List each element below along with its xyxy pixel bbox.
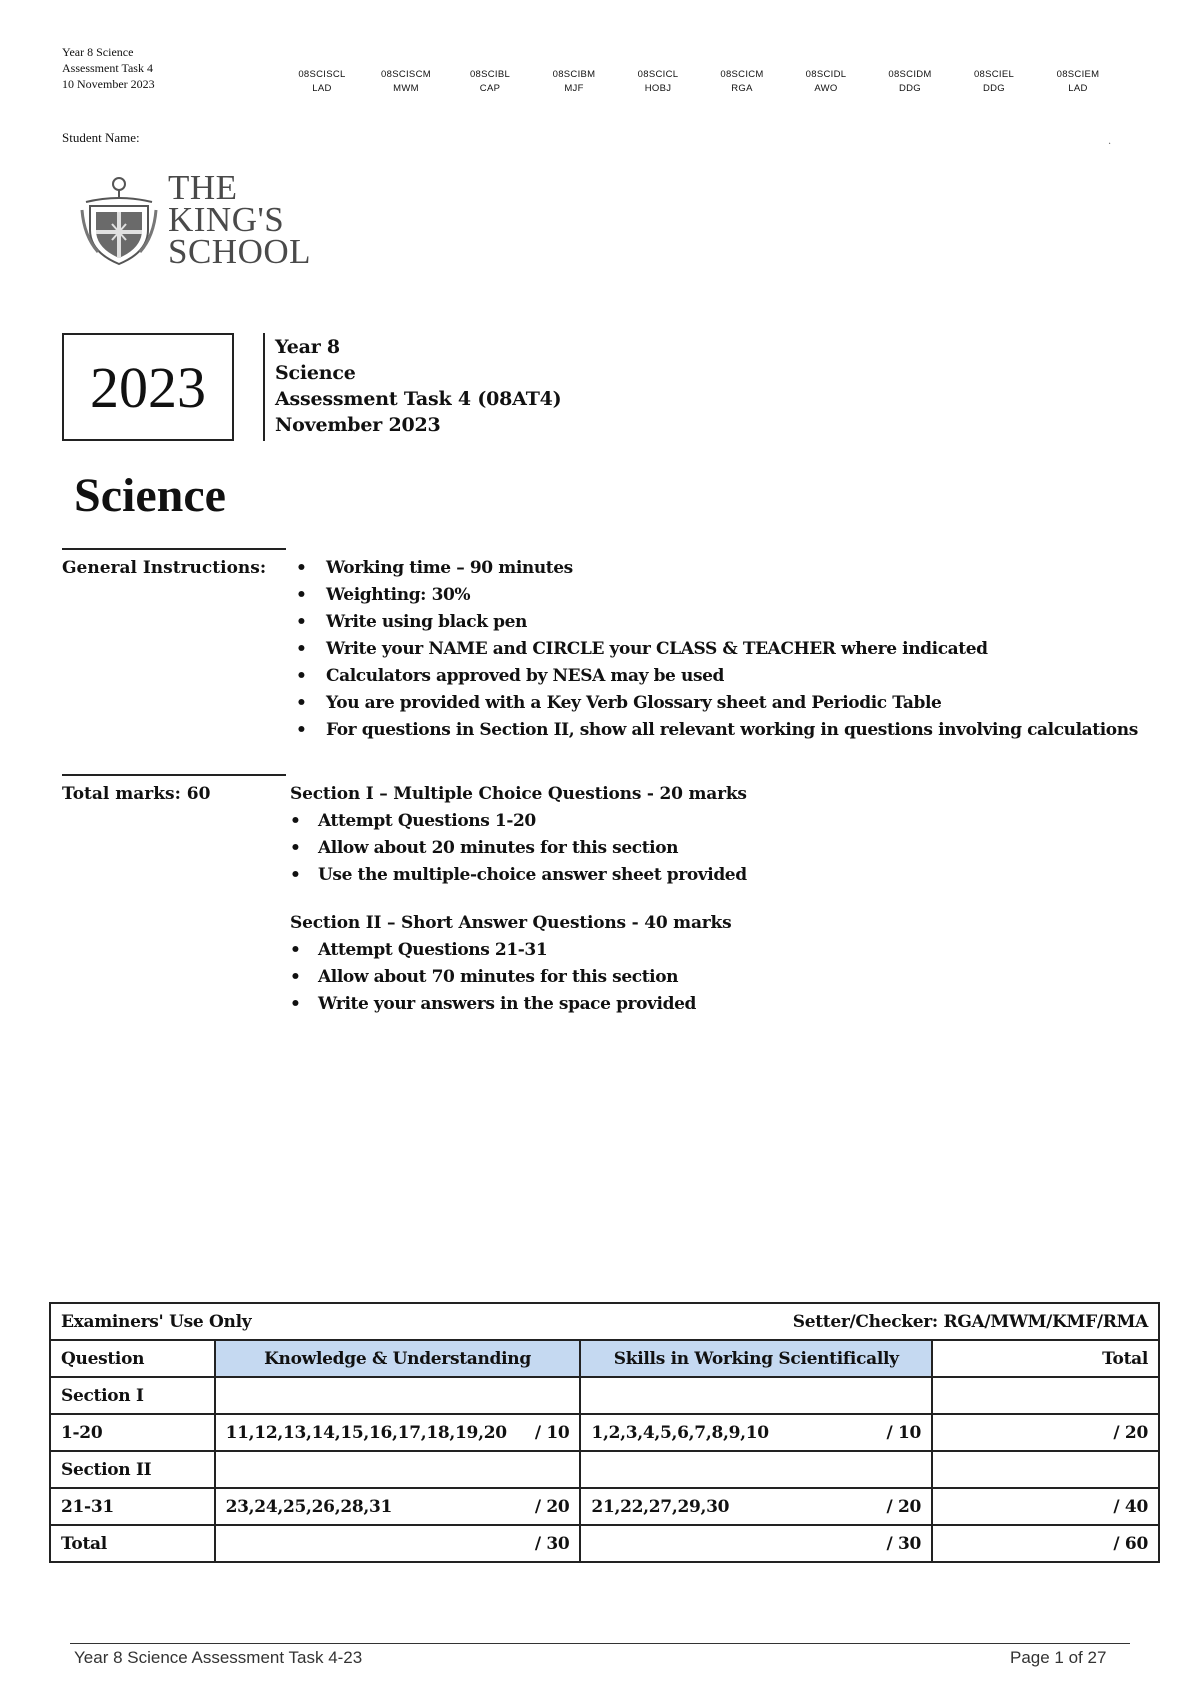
total-marks-label: Total marks: 60 (62, 784, 211, 804)
page-title: Science (74, 469, 226, 522)
header-course: Year 8 Science (62, 45, 134, 59)
section2-title: Section II – Short Answer Questions - 40 marks (290, 913, 732, 933)
mark-cell[interactable] (580, 1451, 932, 1488)
class-option[interactable]: 08SCIDM DDG (888, 69, 932, 94)
class-option[interactable]: 08SCISCL LAD (298, 69, 346, 94)
page-number: Page 1 of 27 (1010, 1648, 1107, 1667)
list-item: • Write using black pen (296, 609, 1138, 636)
corner-mark: . (1108, 136, 1112, 147)
mark-cell[interactable] (932, 1377, 1159, 1414)
list-item: • Allow about 70 minutes for this section (290, 964, 696, 991)
class-option[interactable]: 08SCIEM LAD (1056, 69, 1100, 94)
list-item: • Write your NAME and CIRCLE your CLASS & TEACHER where indicated (296, 636, 1138, 663)
ku-total-cell[interactable]: / 30 (215, 1525, 581, 1562)
list-item: • Use the multiple-choice answer sheet provided (290, 862, 747, 889)
list-item: • For questions in Section II, show all relevant working in questions involving calculations (296, 717, 1138, 744)
list-item: • Allow about 20 minutes for this section (290, 835, 747, 862)
section1-title: Section I – Multiple Choice Questions - 20 marks (290, 784, 747, 804)
footer-title: Year 8 Science Assessment Task 4-23 (74, 1648, 363, 1667)
class-option[interactable]: 08SCIEL DDG (973, 69, 1015, 94)
column-header: Question (50, 1340, 215, 1377)
section2-list (290, 937, 696, 1018)
class-option[interactable]: 08SCISCM MWM (381, 69, 431, 94)
divider (62, 548, 286, 550)
divider (62, 774, 286, 776)
section1-list (290, 808, 747, 889)
student-name-label: Student Name: (62, 130, 140, 145)
list-item: • Attempt Questions 21-31 (290, 937, 696, 964)
header-info (62, 44, 155, 92)
mark-cell[interactable] (580, 1377, 932, 1414)
school-logo (80, 168, 312, 271)
year-box: 2023 (62, 333, 234, 441)
mark-cell[interactable] (932, 1451, 1159, 1488)
setter-checker: Setter/Checker: RGA/MWM/KMF/RMA (792, 1311, 1148, 1332)
class-teacher-list (280, 68, 1120, 96)
question-range: 21-31 (50, 1488, 215, 1525)
table-row (50, 1377, 1159, 1414)
list-item: • Weighting: 30% (296, 582, 1138, 609)
general-instructions-list (296, 555, 1138, 744)
examiners-title: Examiners' Use Only (61, 1311, 252, 1332)
ku-cell[interactable]: 11,12,13,14,15,16,17,18,19,20 / 10 (215, 1414, 581, 1451)
question-range: 1-20 (50, 1414, 215, 1451)
class-option[interactable]: 08SCIBM MJF (552, 69, 596, 94)
table-header-row (50, 1340, 1159, 1377)
total-label: Total (50, 1525, 215, 1562)
mark-cell[interactable] (215, 1451, 581, 1488)
footer-divider (70, 1643, 1130, 1644)
column-header: Skills in Working Scientifically (580, 1340, 932, 1377)
mark-cell[interactable] (215, 1377, 581, 1414)
list-item: • Attempt Questions 1-20 (290, 808, 747, 835)
column-header: Total (932, 1340, 1159, 1377)
crest-icon (80, 172, 158, 268)
school-name: THE KING'S SCHOOL (168, 168, 312, 271)
sws-cell[interactable]: 21,22,27,29,30 / 20 (580, 1488, 932, 1525)
course-info: Year 8 Science Assessment Task 4 (08AT4) November 2023 (275, 336, 562, 436)
section-label: Section I (50, 1377, 215, 1414)
list-item: • Calculators approved by NESA may be used (296, 663, 1138, 690)
class-option[interactable]: 08SCIDL AWO (805, 69, 847, 94)
title-divider (263, 333, 265, 441)
general-instructions-label: General Instructions: (62, 558, 267, 578)
grand-total-cell[interactable]: / 60 (932, 1525, 1159, 1562)
ku-cell[interactable]: 23,24,25,26,28,31 / 20 (215, 1488, 581, 1525)
total-cell[interactable]: / 20 (932, 1414, 1159, 1451)
class-option[interactable]: 08SCICM RGA (720, 69, 764, 94)
table-row (50, 1525, 1159, 1562)
header-task: Assessment Task 4 (62, 61, 153, 75)
class-option[interactable]: 08SCIBL CAP (469, 69, 511, 94)
table-row (50, 1303, 1159, 1340)
total-cell[interactable]: / 40 (932, 1488, 1159, 1525)
list-item: • Write your answers in the space provided (290, 991, 696, 1018)
sws-total-cell[interactable]: / 30 (580, 1525, 932, 1562)
column-header: Knowledge & Understanding (215, 1340, 581, 1377)
list-item: • You are provided with a Key Verb Glossary sheet and Periodic Table (296, 690, 1138, 717)
examiners-table (49, 1302, 1160, 1563)
class-option[interactable]: 08SCICL HOBJ (637, 69, 679, 94)
table-row (50, 1414, 1159, 1451)
header-date: 10 November 2023 (62, 77, 155, 91)
table-row (50, 1451, 1159, 1488)
list-item: • Working time – 90 minutes (296, 555, 1138, 582)
table-row (50, 1488, 1159, 1525)
sws-cell[interactable]: 1,2,3,4,5,6,7,8,9,10 / 10 (580, 1414, 932, 1451)
section-label: Section II (50, 1451, 215, 1488)
